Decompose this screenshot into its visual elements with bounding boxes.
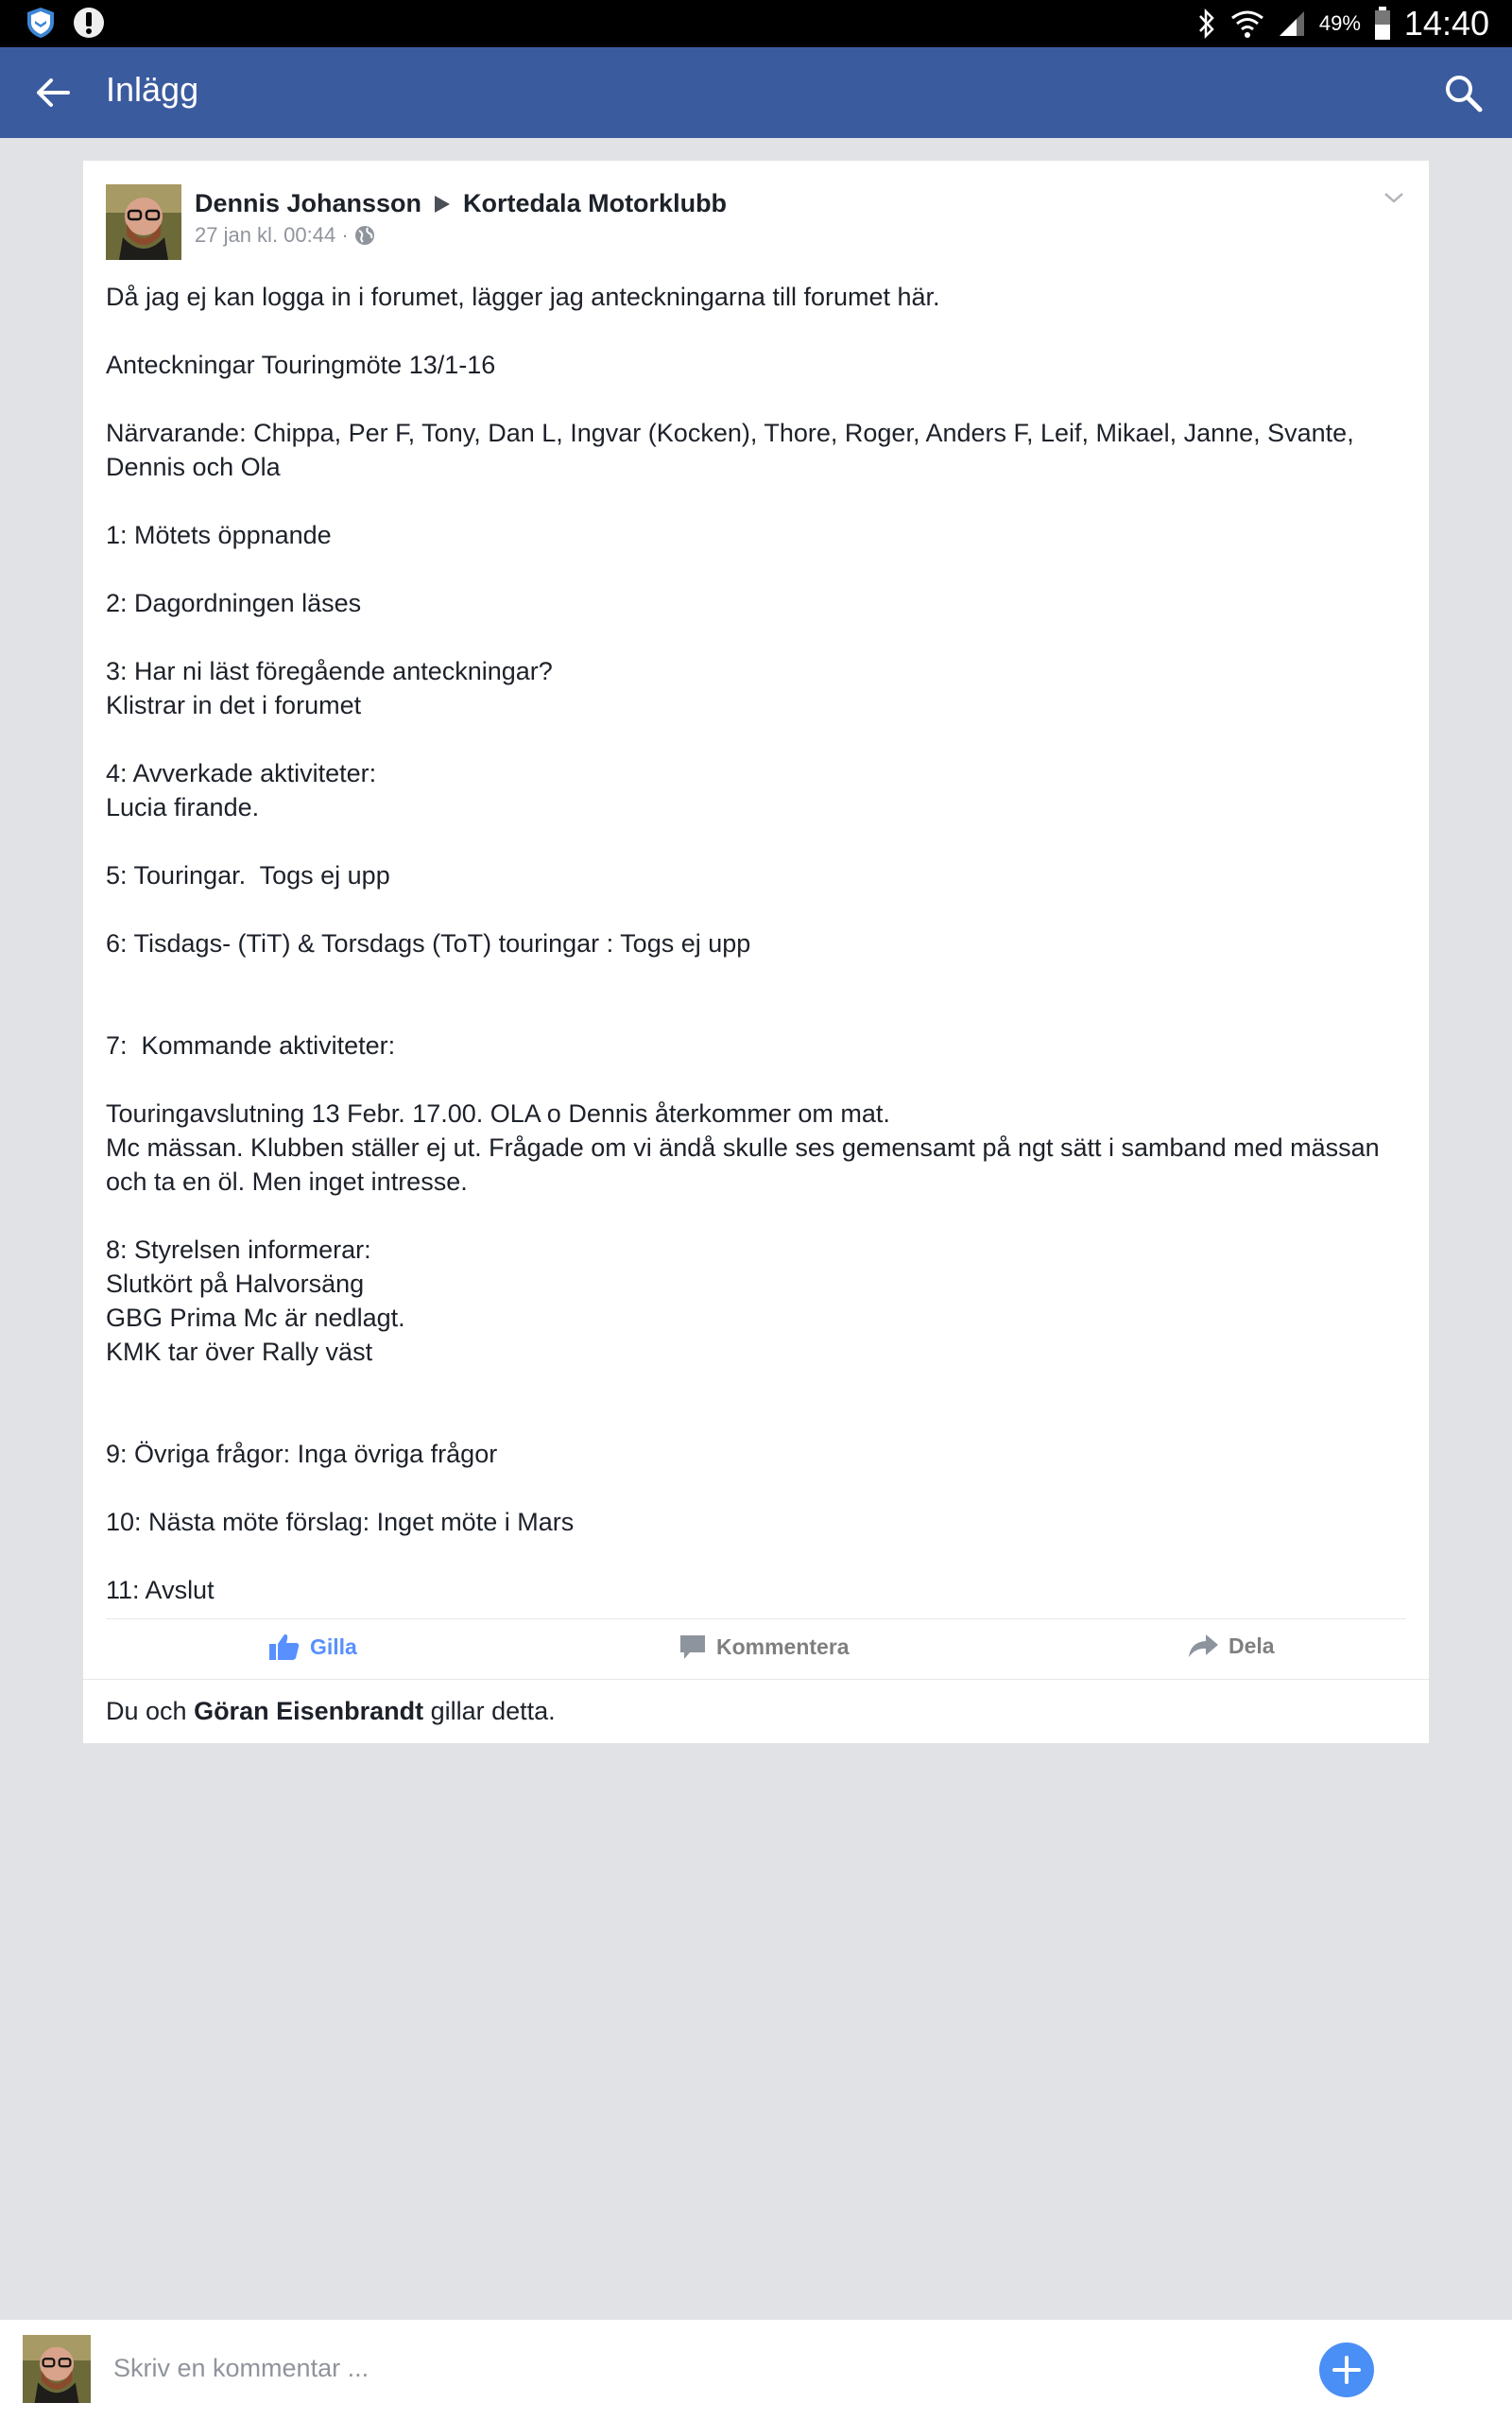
page-title: Inlägg — [106, 70, 199, 109]
share-label: Dela — [1228, 1633, 1275, 1658]
post-paragraph: Närvarande: Chippa, Per F, Tony, Dan L, Ingvar (Kocken), Thore, Roger, Anders F, Leif, Mikael, Janne, Svante, Dennis och Ola — [106, 419, 1362, 481]
signal-icon — [1278, 9, 1306, 38]
clock: 14:40 — [1403, 4, 1489, 43]
post-paragraph: 2: Dagordningen läses — [106, 589, 362, 617]
author-name[interactable]: Dennis Johansson — [195, 189, 422, 217]
triangle-right-icon — [433, 194, 452, 215]
likes-prefix: Du och — [106, 1697, 195, 1725]
post-timestamp[interactable]: 27 jan kl. 00:44 · — [195, 223, 349, 247]
back-arrow-icon[interactable] — [34, 74, 72, 112]
search-icon[interactable] — [1442, 72, 1484, 113]
comment-button[interactable] — [679, 1633, 850, 1661]
post-paragraph: Touringavslutning 13 Febr. 17.00. OLA o Dennis återkommer om mat. Mc mässan. Klubben ställer ej ut. Frågade om vi ändå skulle ses gemensamt på ngt sätt i samband med mässan och ta en öl. Men inget intresse. — [106, 1099, 1380, 1196]
group-name[interactable]: Kortedala Motorklubb — [463, 189, 728, 217]
post-card — [83, 161, 1429, 1743]
liker-name[interactable]: Göran Eisenbrandt — [194, 1697, 424, 1725]
like-label: Gilla — [310, 1634, 357, 1659]
plus-icon — [1319, 2342, 1374, 2397]
add-button[interactable] — [1319, 2342, 1374, 2397]
post-paragraph: 9: Övriga frågor: Inga övriga frågor — [106, 1440, 498, 1468]
avatar[interactable] — [106, 184, 181, 260]
alert-icon — [72, 6, 106, 40]
post-paragraph: 6: Tisdags- (TiT) & Torsdags (ToT) touringar : Togs ej upp — [106, 929, 751, 958]
comment-label: Kommentera — [716, 1634, 850, 1659]
avatar-image — [106, 184, 181, 260]
likes-summary[interactable] — [83, 1679, 1429, 1744]
avatar-image — [23, 2335, 91, 2403]
post-paragraph: 1: Mötets öppnande — [106, 521, 332, 549]
post-paragraph: 4: Avverkade aktiviteter: Lucia firande. — [106, 759, 377, 821]
like-button[interactable] — [268, 1633, 357, 1661]
comment-input[interactable]: Skriv en kommentar ... — [113, 2354, 369, 2382]
post-paragraph: 5: Touringar. Togs ej upp — [106, 861, 390, 890]
post-body — [106, 280, 1410, 1607]
comment-icon — [679, 1633, 707, 1661]
globe-icon — [354, 225, 375, 246]
post-paragraph: 10: Nästa möte förslag: Inget möte i Mars — [106, 1508, 575, 1536]
share-button[interactable] — [1187, 1633, 1275, 1659]
battery-percent: 49% — [1318, 11, 1361, 35]
chevron-down-icon[interactable] — [1382, 185, 1406, 210]
comment-composer — [0, 2320, 1512, 2420]
post-header — [195, 189, 727, 218]
likes-suffix: gillar detta. — [423, 1697, 556, 1725]
share-arrow-icon — [1187, 1633, 1219, 1659]
post-meta — [195, 223, 375, 248]
bluetooth-icon — [1196, 8, 1217, 40]
post-actions — [106, 1618, 1406, 1678]
post-paragraph: Anteckningar Touringmöte 13/1-16 — [106, 351, 496, 379]
wifi-icon — [1230, 9, 1264, 39]
status-bar — [0, 0, 1512, 47]
avatar — [23, 2335, 91, 2403]
post-paragraph: Då jag ej kan logga in i forumet, lägger jag anteckningarna till forumet här. — [106, 283, 940, 311]
post-paragraph: 8: Styrelsen informerar: Slutkört på Halvorsäng GBG Prima Mc är nedlagt. KMK tar över Rally väst — [106, 1236, 405, 1366]
shield-icon — [25, 6, 57, 40]
post-paragraph: 7: Kommande aktiviteter: — [106, 1031, 396, 1060]
top-app-bar — [0, 47, 1512, 138]
likes-text — [106, 1697, 556, 1726]
battery-icon — [1374, 7, 1391, 41]
post-paragraph: 3: Har ni läst föregående anteckningar? Klistrar in det i forumet — [106, 657, 553, 719]
post-paragraph: 11: Avslut — [106, 1576, 215, 1604]
thumbs-up-icon — [268, 1633, 301, 1661]
